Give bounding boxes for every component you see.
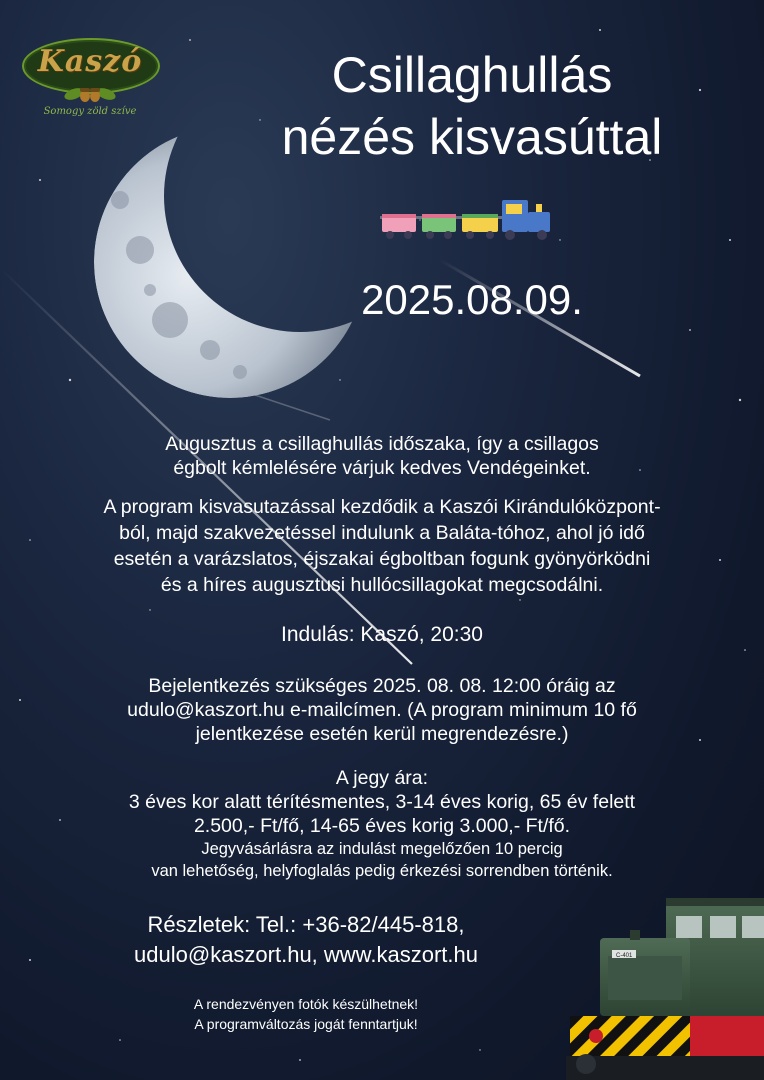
contact-info bbox=[0, 910, 612, 970]
logo-tagline: Somogy zöld szíve bbox=[43, 106, 137, 117]
footer-notes bbox=[0, 994, 612, 1034]
kaszo-logo bbox=[22, 38, 158, 116]
ticket-note bbox=[0, 838, 764, 882]
registration-line: Bejelentkezés szükséges 2025. 08. 08. 12:00 óráig az bbox=[148, 675, 616, 697]
title-line-1: Csillaghullás bbox=[331, 47, 613, 103]
ticket-price-info bbox=[0, 766, 764, 838]
program-line: esetén a varázslatos, éjszakai égboltban fogunk gyönyörködni bbox=[113, 548, 651, 570]
title-line-2: nézés kisvasúttal bbox=[281, 109, 663, 165]
footer-line: A rendezvényen fotók készülhetnek! bbox=[193, 996, 419, 1012]
intro-paragraph bbox=[0, 432, 764, 480]
oak-leaves-acorns-icon bbox=[64, 82, 116, 106]
logo-wordmark: Kaszó bbox=[37, 44, 143, 79]
program-line: A program kisvasutazással kezdődik a Kaszói Kirándulóközpont- bbox=[103, 496, 661, 518]
program-line: ból, majd szakvezetéssel indulunk a Baláta-tóhoz, ahol jó idő bbox=[119, 522, 645, 544]
ticket-line: 2.500,- Ft/fő, 14-65 éves korig 3.000,- Ft/fő. bbox=[193, 815, 571, 837]
departure-info: Indulás: Kaszó, 20:30 bbox=[281, 623, 483, 646]
locomotive-plate: C-401 bbox=[616, 953, 633, 959]
poster-title bbox=[200, 44, 744, 168]
registration-line: jelentkezése esetén kerül megrendezésre.) bbox=[195, 723, 569, 745]
ticket-note-line: Jegyvásárlásra az indulást megelőzően 10 percig bbox=[201, 840, 563, 858]
program-line: és a híres augusztusi hullócsillagokat megcsodálni. bbox=[160, 574, 604, 596]
toy-train-icon bbox=[380, 198, 556, 244]
event-date: 2025.08.09. bbox=[361, 276, 583, 323]
ticket-note-line: van lehetőség, helyfoglalás pedig érkezési sorrendben történik. bbox=[151, 862, 613, 880]
ticket-line: 3 éves kor alatt térítésmentes, 3-14 éves korig, 65 év felett bbox=[128, 791, 636, 813]
ticket-heading: A jegy ára: bbox=[335, 767, 429, 789]
footer-line: A programváltozás jogát fenntartjuk! bbox=[194, 1016, 418, 1032]
registration-info bbox=[0, 674, 764, 746]
contact-phone: Részletek: Tel.: +36-82/445-818, bbox=[147, 912, 465, 937]
intro-line: Augusztus a csillaghullás időszaka, így a csillagos bbox=[165, 433, 599, 455]
registration-line: udulo@kaszort.hu e-mailcímen. (A program minimum 10 fő bbox=[127, 699, 637, 721]
intro-line: égbolt kémlelésére várjuk kedves Vendégeinket. bbox=[173, 457, 591, 479]
contact-email-web: udulo@kaszort.hu, www.kaszort.hu bbox=[134, 942, 478, 967]
locomotive-photo bbox=[566, 892, 764, 1080]
program-paragraph bbox=[40, 494, 724, 598]
